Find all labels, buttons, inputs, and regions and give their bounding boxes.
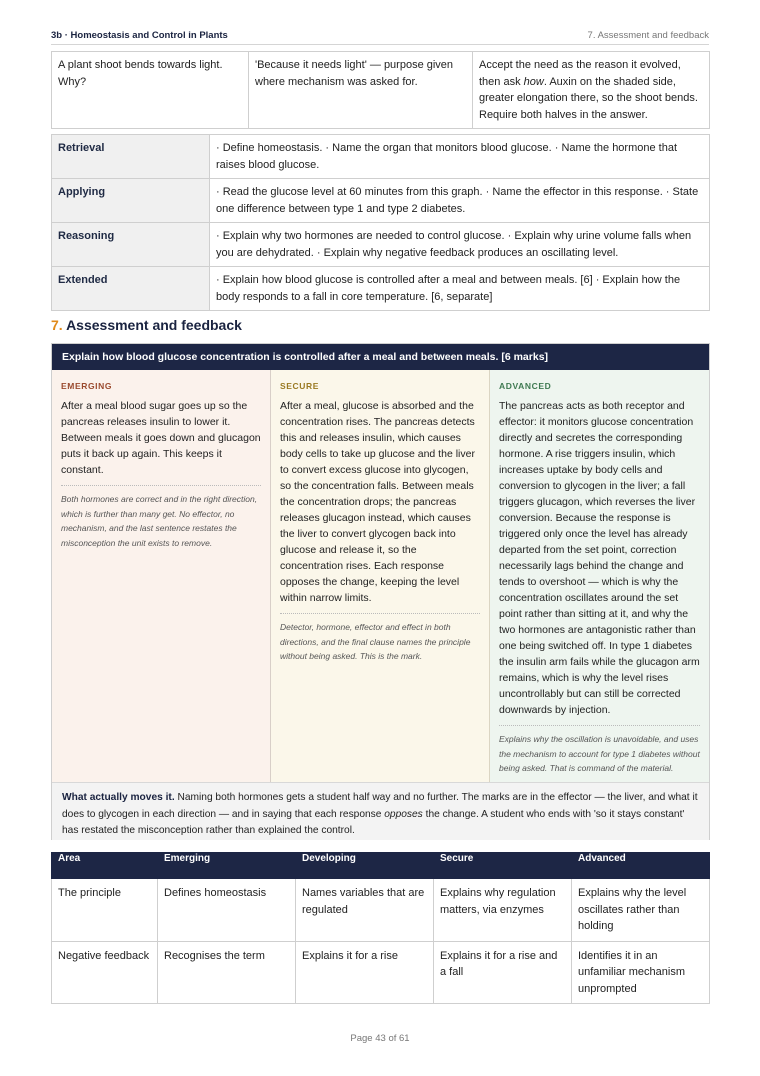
level-questions: · Explain how blood glucose is controlled after a meal and between meals. [6] · Explain how the body responds to a fall in core temperature. [6, separate]: [210, 267, 710, 311]
exemplar-columns: [52, 370, 709, 782]
level-label: Retrieval: [52, 135, 210, 179]
emerging-column: [52, 370, 271, 782]
level-questions: · Read the glucose level at 60 minutes from this graph. · Name the effector in this response. · State one difference between type 1 and type 2 diabetes.: [210, 179, 710, 223]
feedback-lead: What actually moves it.: [62, 792, 175, 803]
feedback-emphasis: opposes: [384, 808, 423, 820]
response-text: Accept the need as the reason it evolved, then ask: [479, 59, 681, 88]
running-header: [51, 28, 709, 42]
misconception-table: [51, 51, 710, 129]
column-header: Secure: [434, 853, 572, 879]
advanced-note: Explains why the oscillation is unavoidable, and uses the mechanism to account for type 1 diabetes without being asked. That is command of the material.: [499, 725, 700, 776]
question-levels-table: [51, 134, 710, 311]
progression-rubric-table: [51, 852, 710, 1004]
column-header: Advanced: [572, 853, 710, 879]
chapter-title: 3b · Homeostasis and Control in Plants: [51, 29, 228, 41]
exemplar-question: Explain how blood glucose concentration is controlled after a meal and between meals. [6 marks]: [52, 344, 709, 370]
table-row: [52, 135, 710, 179]
emerging-answer: After a meal blood sugar goes up so the pancreas releases insulin to lower it. Between meals it goes down and glucagon puts it back up again. This keeps it constant.: [61, 400, 261, 476]
secure-answer: After a meal, glucose is absorbed and the concentration rises. The pancreas detects this and releases insulin, which causes body cells to take up glucose and the liver to convert excess glucose into glycogen, so the concentration falls. Between meals the concentration drops; the pancreas releases glucagon instead, which causes the liver to convert glycogen back into glucose and release it, so the concentration rises. Each response opposes the change, keeping the level within narrow limits.: [280, 400, 475, 604]
table-cell: Explains it for a rise and a fall: [434, 941, 572, 1004]
advanced-label: ADVANCED: [499, 381, 552, 391]
section-name: 7. Assessment and feedback: [587, 29, 709, 41]
response-emphasis: how: [523, 75, 544, 88]
feedback-summary: [52, 782, 709, 840]
level-questions: · Define homeostasis. · Name the organ that monitors blood glucose. · Name the hormone that raises blood glucose.: [210, 135, 710, 179]
section-number: 7.: [51, 317, 63, 333]
table-row: [52, 223, 710, 267]
misconception-prompt: A plant shoot bends towards light. Why?: [52, 52, 249, 129]
table-cell: Explains why regulation matters, via enzymes: [434, 879, 572, 942]
table-row: [52, 879, 710, 942]
table-row: [52, 267, 710, 311]
exemplar-answers-panel: [51, 343, 710, 840]
column-header: Emerging: [158, 853, 296, 879]
advanced-column: [490, 370, 709, 782]
table-header-row: [52, 853, 710, 879]
emerging-label: EMERGING: [61, 381, 113, 391]
feedback-text: the change. A student who ends with 'so it stays constant' has restated the misconception rather than explained the control.: [62, 808, 685, 836]
table-row: [52, 179, 710, 223]
table-cell: Explains it for a rise: [296, 941, 434, 1004]
level-questions: · Explain why two hormones are needed to control glucose. · Explain why urine volume falls when you are dehydrated. · Explain why negative feedback produces an oscillating level.: [210, 223, 710, 267]
feedback-text: Naming both hormones gets a student half way and no further. The marks are in the effector — the liver, and what it does to glycogen in each direction — and in saying that each response: [62, 792, 698, 820]
section-title: Assessment and feedback: [66, 317, 242, 333]
column-header: Developing: [296, 853, 434, 879]
misconception-error: 'Because it needs light' — purpose given where mechanism was asked for.: [249, 52, 473, 129]
table-cell: The principle: [52, 879, 158, 942]
header-rule: [51, 44, 709, 45]
table-cell: Negative feedback: [52, 941, 158, 1004]
table-cell: Identifies it in an unfamiliar mechanism unprompted: [572, 941, 710, 1004]
level-label: Extended: [52, 267, 210, 311]
table-cell: Explains why the level oscillates rather than holding: [572, 879, 710, 942]
secure-note: Detector, hormone, effector and effect in both directions, and the final clause names the principle without being asked. This is the mark.: [280, 613, 480, 664]
secure-column: [271, 370, 490, 782]
table-row: [52, 52, 710, 129]
table-cell: Defines homeostasis: [158, 879, 296, 942]
response-text: . Auxin on the shaded side, greater elongation there, so the shoot bends. Require both halves in the answer.: [479, 75, 698, 121]
secure-label: SECURE: [280, 381, 320, 391]
page-number: Page 43 of 61: [350, 1033, 410, 1044]
section-heading: [51, 317, 242, 333]
misconception-response: [473, 52, 710, 129]
table-cell: Recognises the term: [158, 941, 296, 1004]
table-cell: Names variables that are regulated: [296, 879, 434, 942]
level-label: Reasoning: [52, 223, 210, 267]
table-row: [52, 941, 710, 1004]
advanced-answer: The pancreas acts as both receptor and effector: it monitors glucose concentration directly and secretes the corresponding hormone. A rise triggers insulin, which increases uptake by body cells and conversion to glycogen in the liver; a fall triggers glucagon, which reverses the liver conversion. Because the response is triggered only once the level has already departed from the set point, correction necessarily lags behind the change and tends to overshoot — which is why the concentration oscillates around the set point rather than sitting at it, and why the two hormones are antagonistic rather than one being switched off. In type 1 diabetes the insulin arm fails while the glucagon arm remains, which is why the level rises uncontrollably but can still be corrected downwards by injection.: [499, 400, 700, 716]
level-label: Applying: [52, 179, 210, 223]
column-header: Area: [52, 853, 158, 879]
emerging-note: Both hormones are correct and in the right direction, which is further than many get. No effector, no mechanism, and the last sentence restates the misconception the unit exists to remove.: [61, 485, 261, 550]
